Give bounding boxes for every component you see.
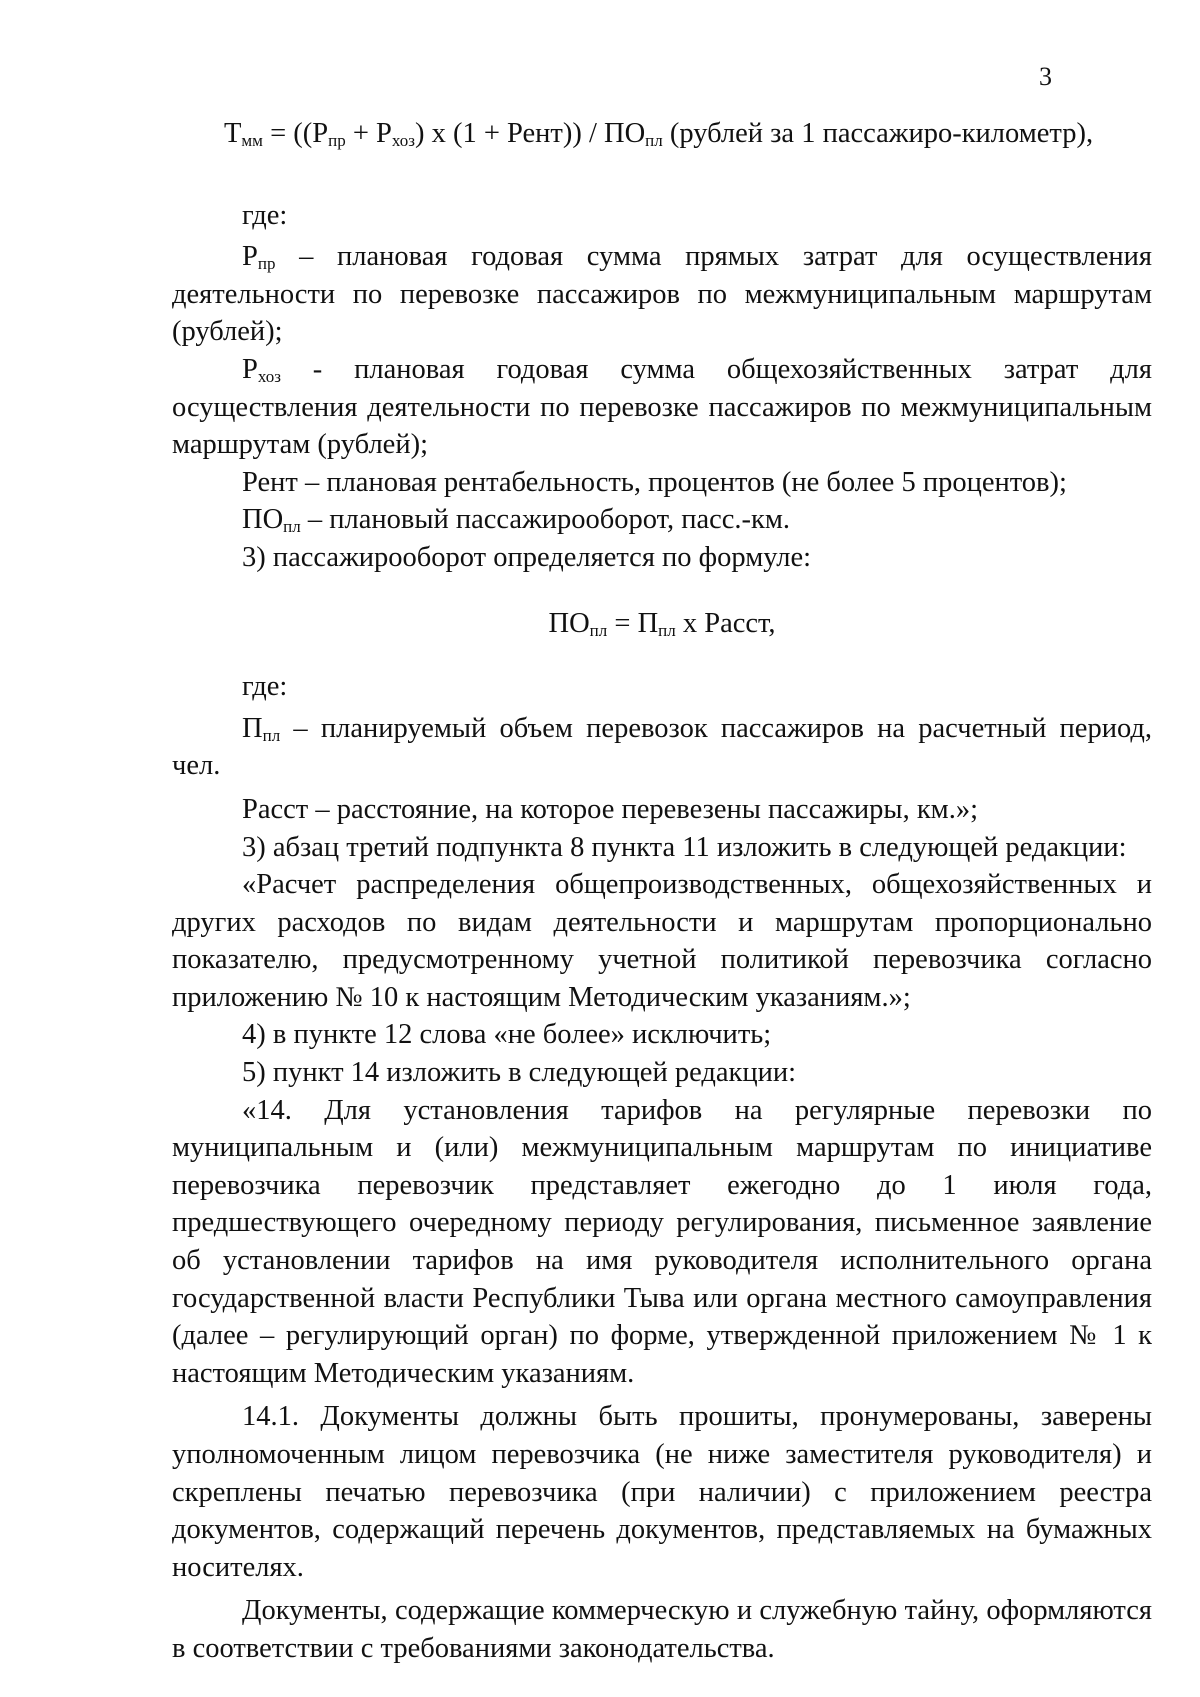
definition-rasst: Расст – расстояние, на которое перевезены пассажиры, км.»; bbox=[242, 793, 978, 825]
item-4: 4) в пункте 12 слова «не более» исключить; bbox=[242, 1019, 772, 1051]
page-number: 3 bbox=[1039, 62, 1052, 91]
item-5: 5) пункт 14 изложить в следующей редакции: bbox=[242, 1057, 797, 1089]
quote-raschet: «Расчет распределения общепроизводственных, общехозяйственных и других расходов по видам деятельности и маршрутам пропорционально показателю, предусмотренному учетной политикой перевозчика согласно приложению № 10 к настоящим Методическим указаниям.»; bbox=[172, 869, 1152, 1013]
definition-rent: Рент – плановая рентабельность, процентов (не более 5 процентов); bbox=[242, 466, 1067, 498]
definition-ppl: $П_{пл}$ – планируемый объем перевозок пассажиров на расчетный период, чел. bbox=[172, 712, 1152, 782]
paragraph-14-1: 14.1. Документы должны быть прошиты, пронумерованы, заверены уполномоченным лицом перевозчика (не ниже заместителя руководителя) и скреплены печатью перевозчика (при наличии) с приложением реестра документов, содержащий перечень документов, представляемых на бумажных носителях. bbox=[172, 1401, 1152, 1583]
where-label-1: где: bbox=[242, 199, 288, 231]
definition-popl: $ПО_{пл}$ – плановый пассажирооборот, пасс.-км. bbox=[242, 504, 791, 537]
tariff-formula: $Т_{мм} = ((Р_{пр} + Р_{хоз})$ х (1 + Рент)) / $ПО_{пл}$ (рублей за 1 пассажиро-километр), bbox=[224, 118, 1094, 150]
paragraph-14: «14. Для установления тарифов на регулярные перевозки по муниципальным и (или) межмуниципальным маршрутам по инициативе перевозчика перевозчик представляет ежегодно до 1 июля года, предшествующего очередному периоду регулирования, письменное заявление об установлении тарифов на имя руководителя исполнительного органа государственной власти Республики Тыва или органа местного самоуправления (далее – регулирующий орган) по форме, утвержденной приложением № 1 к настоящим Методическим указаниям. bbox=[172, 1094, 1152, 1389]
where-label-2: где: bbox=[242, 671, 288, 703]
passenger-turnover-formula: $ПО_{пл} = П_{пл}$ х Расст, bbox=[548, 607, 776, 640]
definition-rpr: $Р_{пр}$ – плановая годовая сумма прямых затрат для осуществления деятельности по перевозке пассажиров по межмуниципальным маршрутам (рублей); bbox=[172, 241, 1152, 348]
document-body bbox=[172, 103, 1152, 1668]
item-3-formula-intro: 3) пассажирооборот определяется по формуле: bbox=[242, 541, 812, 573]
item-3-abzac: 3) абзац третий подпункта 8 пункта 11 изложить в следующей редакции: bbox=[242, 831, 1127, 863]
paragraph-documents: Документы, содержащие коммерческую и служебную тайну, оформляются в соответствии с требованиями законодательства. bbox=[172, 1595, 1152, 1664]
definition-rhoz: $Р_{хоз}$ - плановая годовая сумма общехозяйственных затрат для осуществления деятельности по перевозке пассажиров по межмуниципальным маршрутам (рублей); bbox=[172, 353, 1152, 461]
